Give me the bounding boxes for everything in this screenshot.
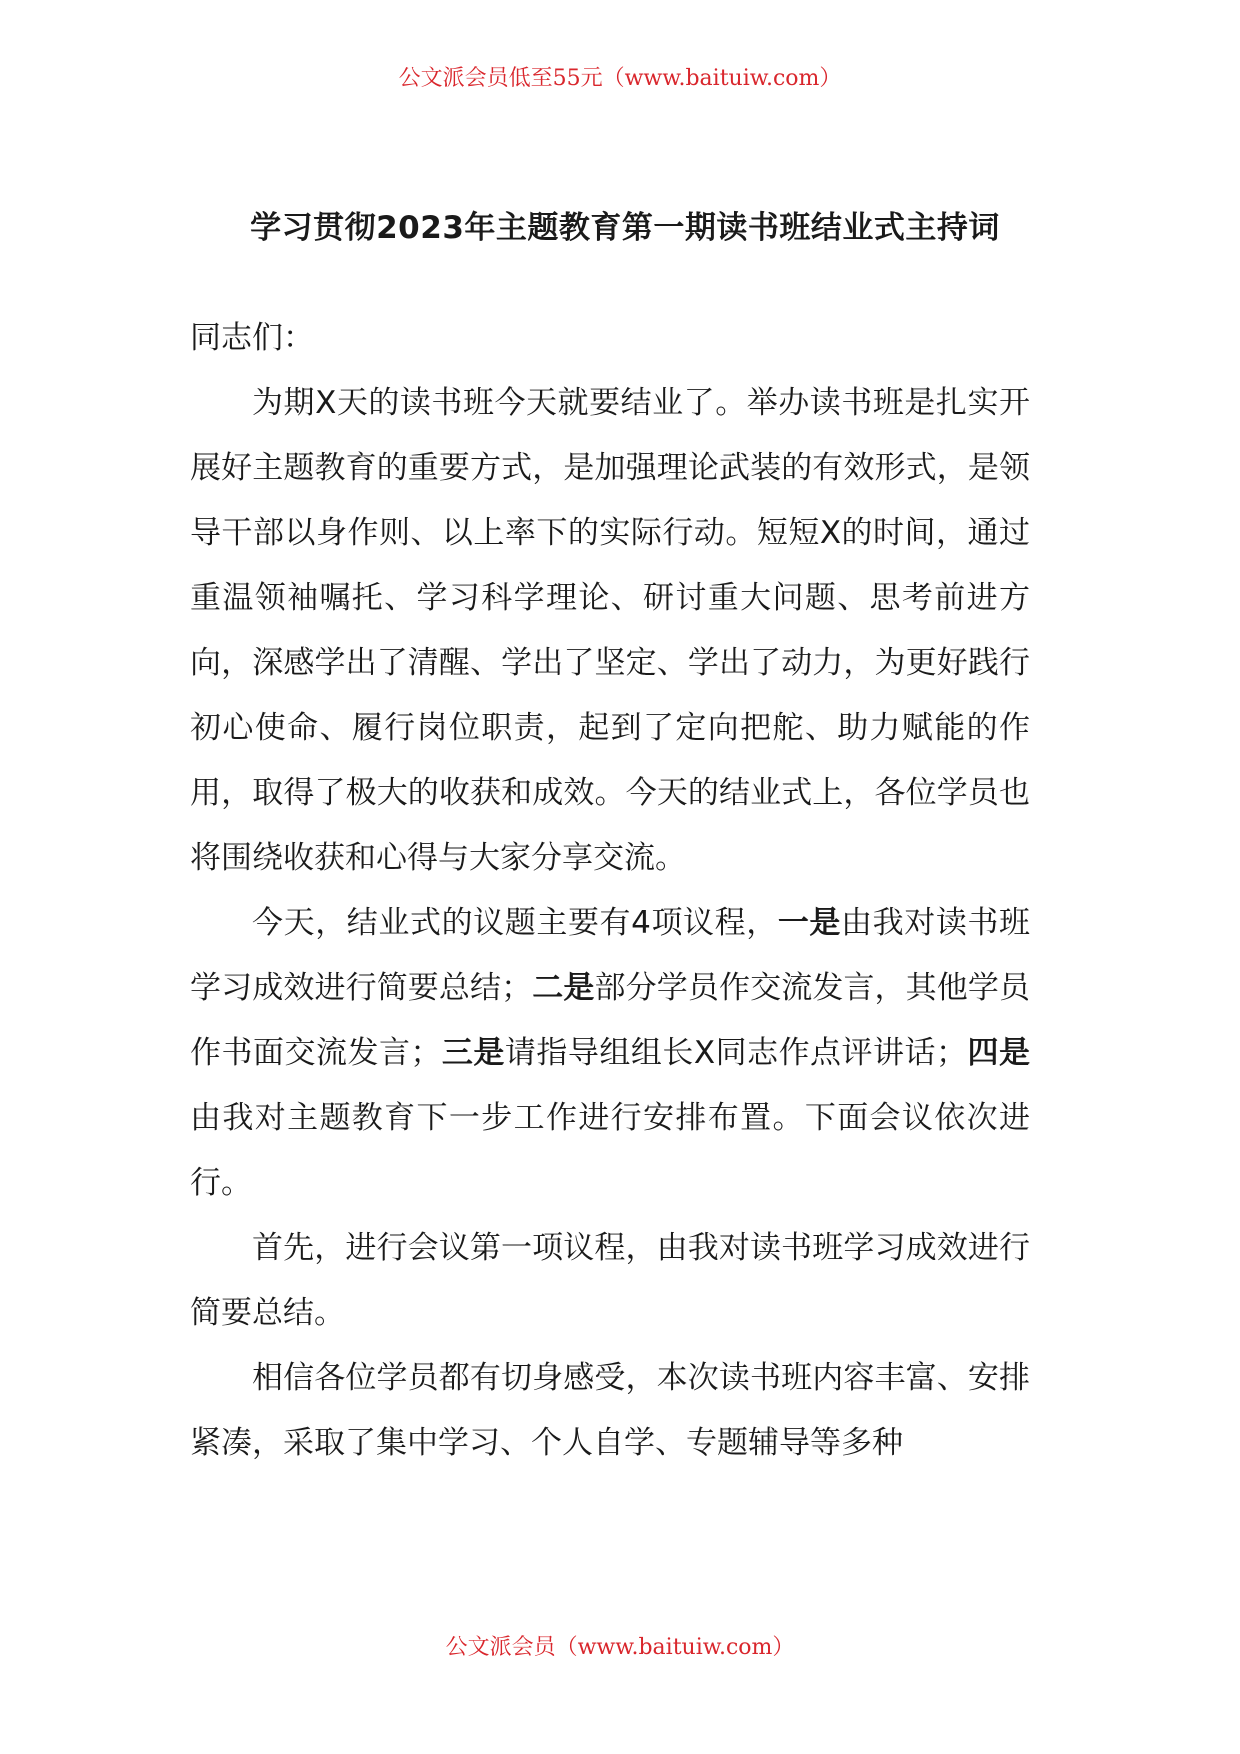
document-title: 学习贯彻2023年主题教育第一期读书班结业式主持词: [250, 210, 1000, 246]
salutation: 同志们：: [190, 320, 314, 356]
agenda-item-1-text: 由我对读书班学习成效进行简要总结；: [190, 905, 1031, 1006]
agenda-item-4-label: 四是: [967, 1035, 1031, 1071]
agenda-item-2-text: 部分学员作交流发言，其他学员作书面交流发言；: [190, 970, 1031, 1071]
paragraph-opening: 为期X天的读书班今天就要结业了。举办读书班是扎实开展好主题教育的重要方式，是加强理论武装的有效形式，是领导干部以身作则、以上率下的实际行动。短短X的时间，通过重温领袖嘱托、学习科学理论、研讨重大问题、思考前进方向，深感学出了清醒、学出了坚定、学出了动力，为更好践行初心使命、履行岗位职责，起到了定向把舵、助力赋能的作用，取得了极大的收获和成效。今天的结业式上，各位学员也将围绕收获和心得与大家分享交流。: [190, 385, 1030, 876]
agenda-item-4-text: 由我对主题教育下一步工作进行安排布置。下面会议依次进行。: [190, 1100, 1030, 1201]
agenda-item-2-label: 二是: [532, 970, 595, 1006]
paragraph-first-item: 首先，进行会议第一项议程，由我对读书班学习成效进行简要总结。: [190, 1230, 1030, 1331]
agenda-item-3-label: 三是: [441, 1035, 505, 1071]
agenda-item-3-text: 请指导组组长X同志作点评讲话；: [504, 1035, 968, 1071]
header-watermark-link[interactable]: 公文派会员低至55元（www.baituiw.com）: [398, 66, 842, 91]
paragraph-agenda: [190, 891, 1030, 1216]
agenda-intro: 今天，结业式的议题主要有4项议程，: [252, 905, 778, 941]
footer-watermark-link[interactable]: 公文派会员（www.baituiw.com）: [445, 1635, 795, 1660]
paragraph-summary-start: 相信各位学员都有切身感受，本次读书班内容丰富、安排紧凑，采取了集中学习、个人自学、专题辅导等多种: [190, 1360, 1030, 1461]
document-body: [190, 306, 1030, 1476]
agenda-item-1-label: 一是: [777, 905, 842, 941]
